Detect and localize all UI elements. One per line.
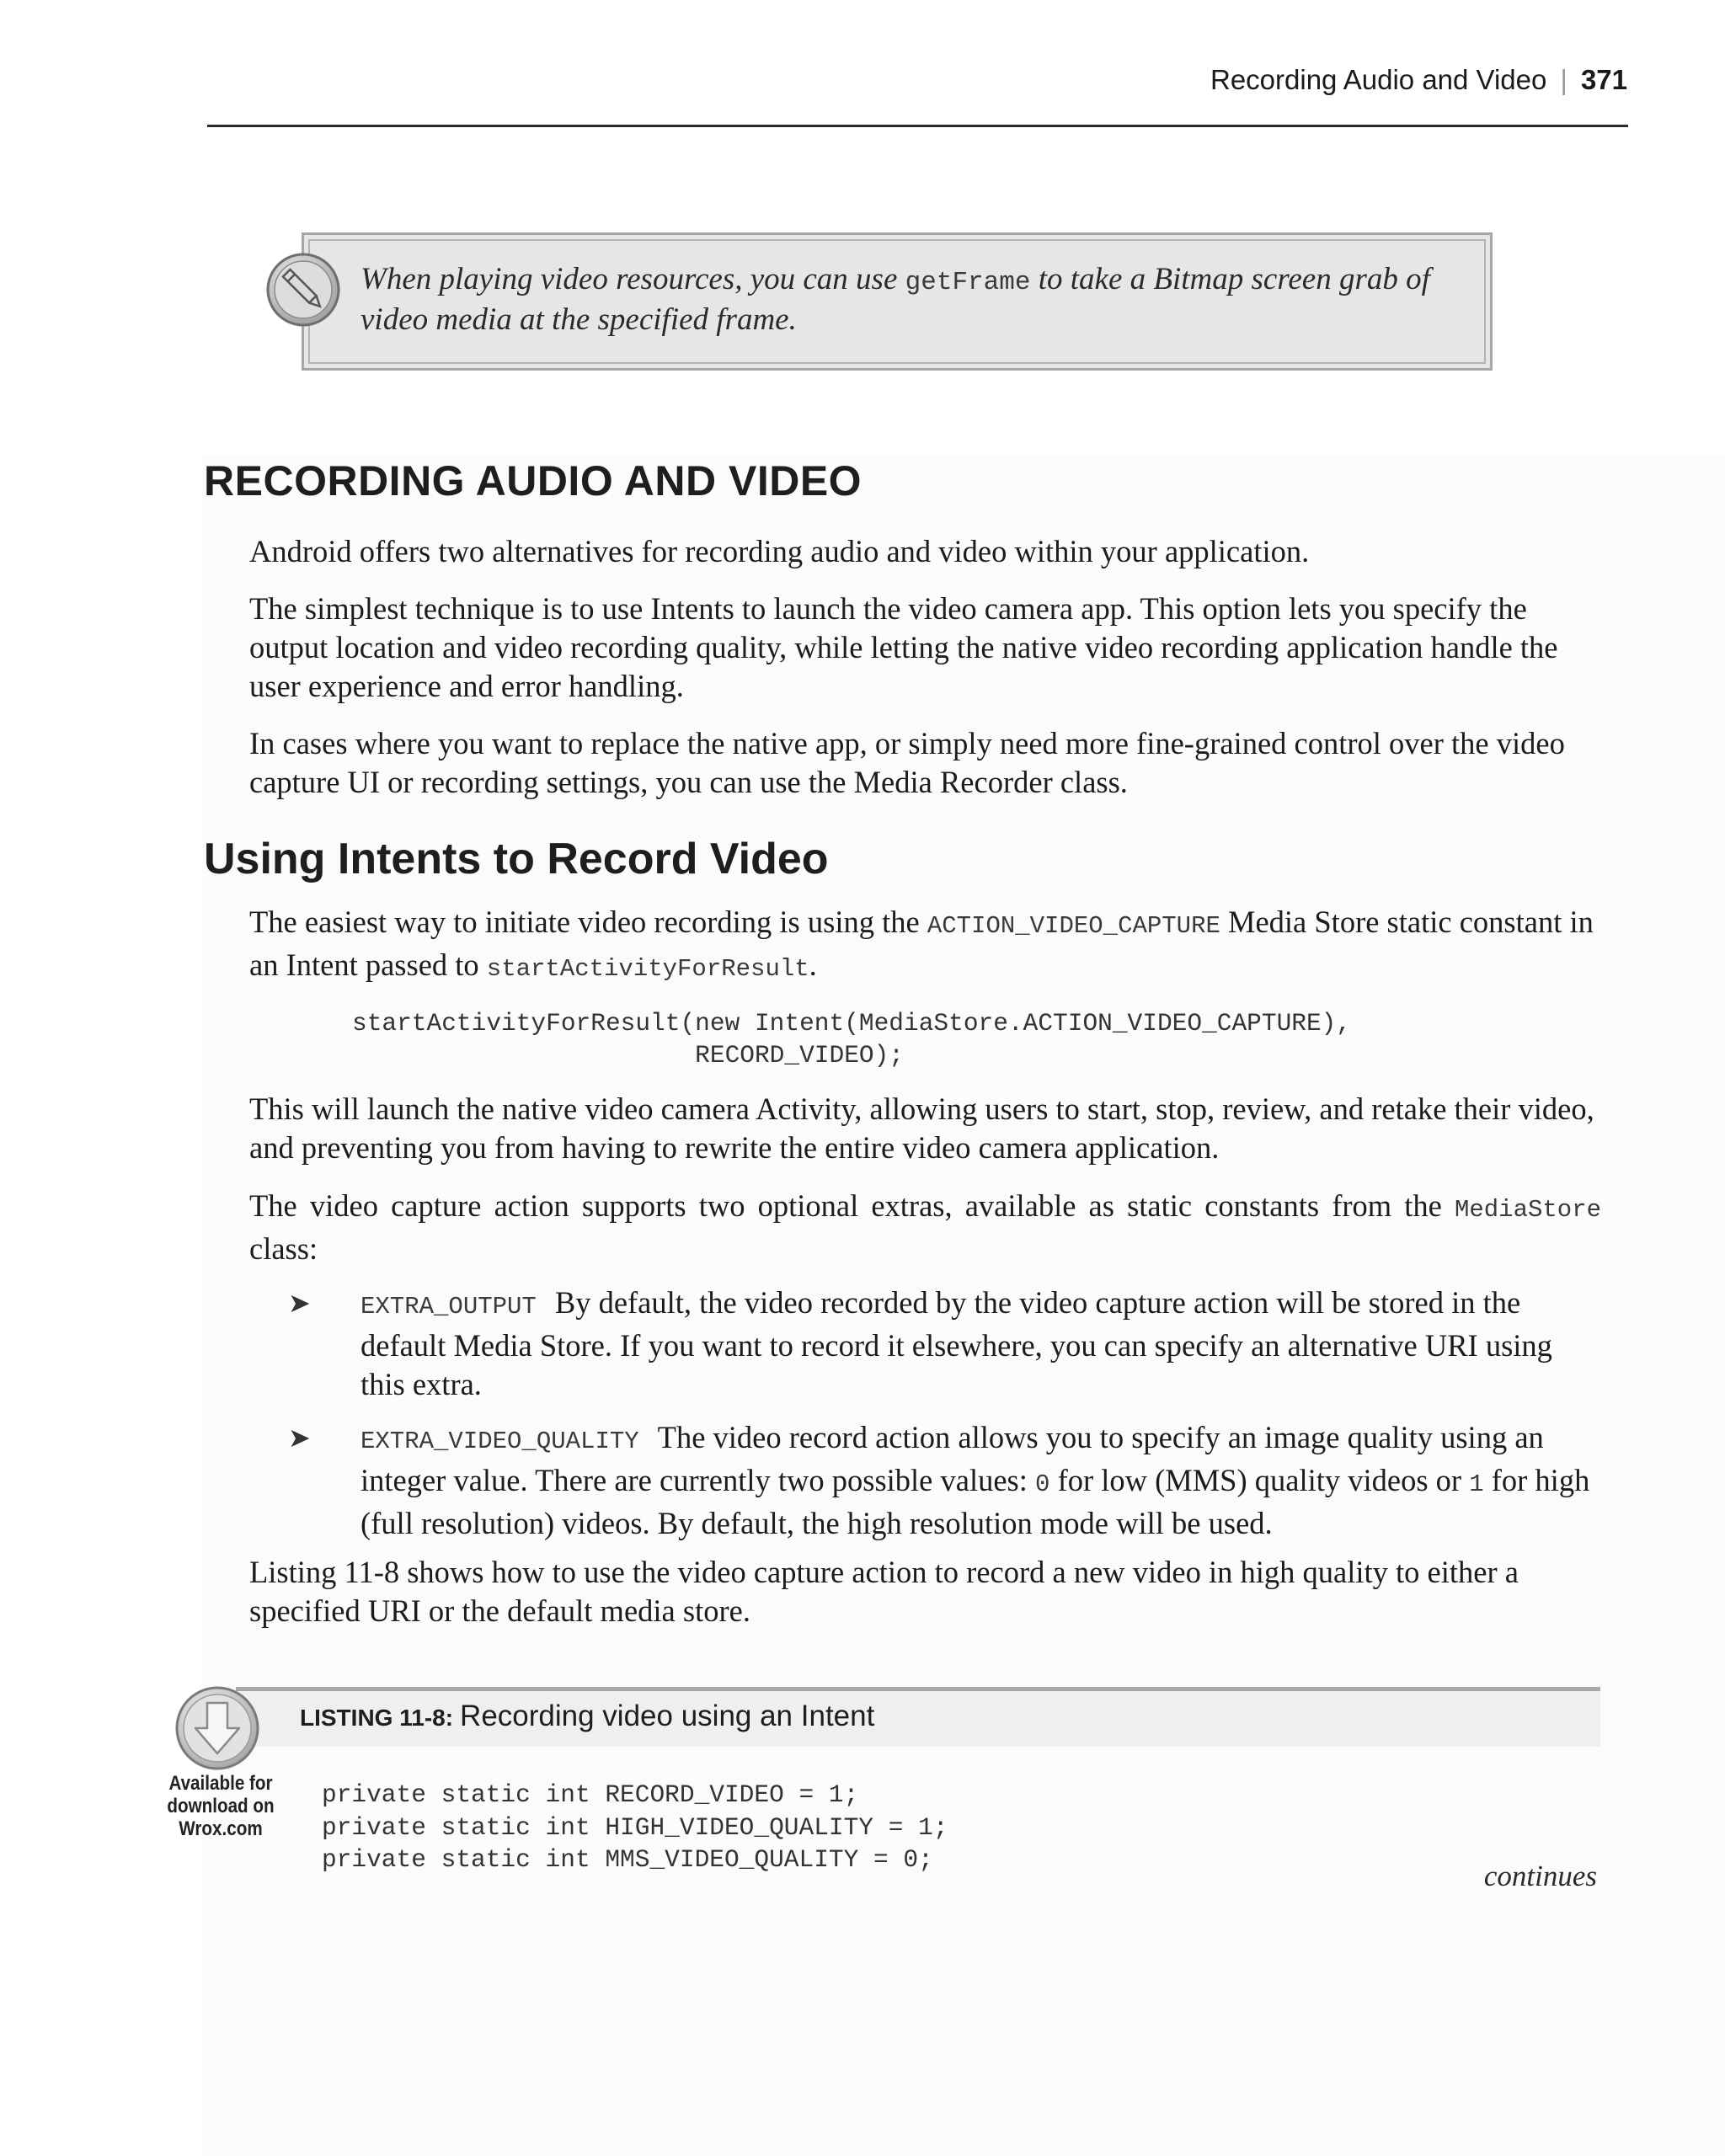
inline-code-mediastore: MediaStore <box>1454 1196 1601 1224</box>
paragraph-4: The easiest way to initiate video recording is using the ACTION_VIDEO_CAPTURE Media Store static constant in an Intent passed to startActivityForResult. <box>249 905 1594 983</box>
download-link-text[interactable]: Available for download on Wrox.com <box>167 1772 275 1840</box>
listing-label: LISTING 11-8: <box>300 1705 454 1731</box>
paragraph-5: This will launch the native video camera Activity, allowing users to start, stop, review, and retake their video, and preventing you from having to rewrite the entire video camera application. <box>249 1091 1594 1165</box>
subsection-heading: Using Intents to Record Video <box>204 835 829 883</box>
note-code: getFrame <box>905 268 1031 297</box>
paragraph-6: The video capture action supports two optional extras, available as static constants from the MediaStore class: <box>249 1188 1601 1266</box>
listing-caption: Recording video using an Intent <box>460 1700 875 1732</box>
continues-label: continues <box>1483 1860 1597 1892</box>
bullet-term: EXTRA_VIDEO_QUALITY <box>360 1428 639 1455</box>
header-rule <box>207 125 1628 127</box>
running-header <box>1210 64 1627 96</box>
page-number: 371 <box>1580 64 1627 95</box>
paragraph-1: Android offers two alternatives for recording audio and video within your application. <box>249 534 1310 568</box>
code-block: startActivityForResult(new Intent(MediaStore.ACTION_VIDEO_CAPTURE), RECORD_VIDEO); <box>352 1009 1352 1070</box>
arrow-bullet-icon: ➤ <box>288 1422 311 1454</box>
running-title: Recording Audio and Video <box>1210 64 1547 95</box>
listing-code: private static int RECORD_VIDEO = 1; private static int HIGH_VIDEO_QUALITY = 1; private static int MMS_VIDEO_QUALITY = 0; <box>322 1780 948 1874</box>
pencil-icon <box>264 251 342 328</box>
bullet-text: EXTRA_VIDEO_QUALITY The video record action allows you to specify an image quality using an integer value. There are currently two possible values: 0 for low (MMS) quality videos or 1 for high (full resolution) videos. By default, the high resolution mode will be used. <box>360 1420 1590 1540</box>
paragraph-2: The simplest technique is to use Intents to launch the video camera app. This option lets you specify the output location and video recording quality, while letting the native video recording application handle the user experience and error handling. <box>249 591 1558 703</box>
note-text: When playing video resources, you can use getFrame to take a Bitmap screen grab of video media at the specified frame. <box>360 262 1430 337</box>
download-arrow-icon[interactable] <box>174 1684 261 1772</box>
inline-code-action-video-capture: ACTION_VIDEO_CAPTURE <box>927 912 1220 940</box>
paragraph-7: Listing 11-8 shows how to use the video capture action to record a new video in high quality to either a specified URI or the default media store. <box>249 1555 1519 1628</box>
bullet-text: EXTRA_OUTPUT By default, the video recorded by the video capture action will be stored in the default Media Store. If you want to record it elsewhere, you can specify an alternative URI using this extra. <box>360 1285 1552 1401</box>
inline-code-start-activity: startActivityForResult <box>486 955 809 983</box>
listing-title <box>300 1700 874 1733</box>
bullet-term: EXTRA_OUTPUT <box>360 1293 537 1321</box>
paragraph-3: In cases where you want to replace the native app, or simply need more fine-grained control over the video capture UI or recording settings, you can use the Media Recorder class. <box>249 726 1565 799</box>
section-heading: RECORDING AUDIO AND VIDEO <box>204 457 862 504</box>
arrow-bullet-icon: ➤ <box>288 1287 311 1319</box>
header-separator: | <box>1560 64 1567 95</box>
